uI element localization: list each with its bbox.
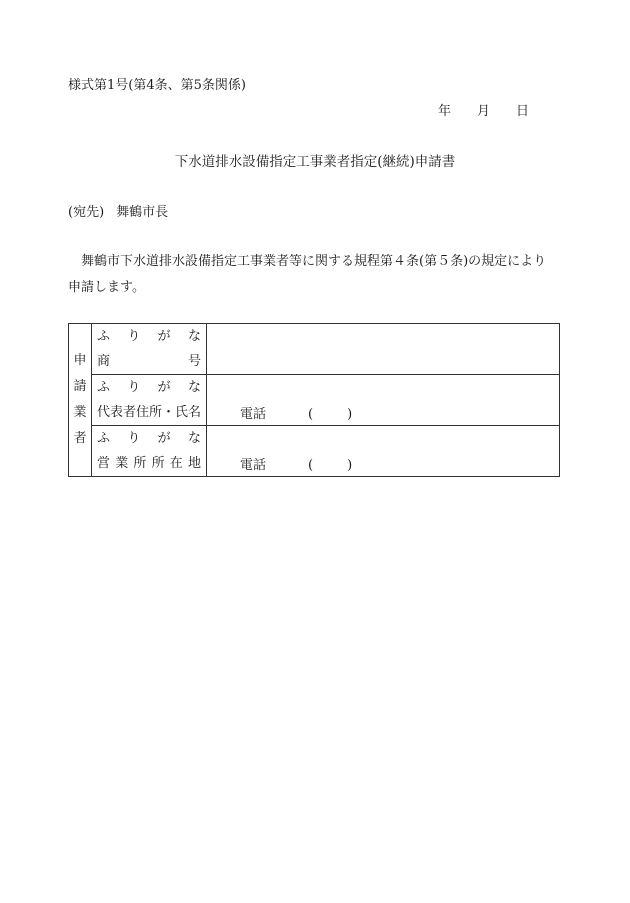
- furigana-char: ふ: [97, 380, 111, 395]
- recipient: [68, 201, 168, 220]
- recipient-label: (宛先): [68, 205, 105, 220]
- applicant-table: [68, 323, 560, 477]
- applicant-side-label: [69, 324, 92, 477]
- furigana-char: な: [187, 380, 201, 395]
- label-char: 商: [97, 354, 111, 369]
- table-row: [69, 375, 560, 426]
- paren-open: (: [308, 458, 314, 473]
- body-text: [68, 249, 568, 301]
- trade-name-label-cell: [92, 324, 207, 375]
- paren-close: ): [347, 407, 353, 422]
- furigana-char: が: [157, 431, 171, 446]
- label-char: 号: [187, 354, 201, 369]
- office-location-field[interactable]: [207, 426, 560, 477]
- paren-close: ): [347, 458, 353, 473]
- furigana-label: [92, 324, 206, 349]
- date-month: 月: [477, 104, 491, 119]
- side-label-char: 者: [73, 431, 87, 446]
- table-row: [69, 324, 560, 375]
- recipient-name: 舞鶴市長: [116, 205, 169, 220]
- office-location-label: 営業所所在地: [97, 456, 201, 471]
- furigana-char: り: [127, 329, 141, 344]
- furigana-char: が: [157, 380, 171, 395]
- date-day: 日: [516, 104, 530, 119]
- paren-open: (: [308, 407, 314, 422]
- phone-label: 電話: [240, 407, 267, 422]
- side-label-char: 業: [73, 405, 87, 420]
- furigana-char: な: [187, 329, 201, 344]
- side-label-char: 申: [73, 353, 87, 368]
- document-title: 下水道排水設備指定工事業者指定(継続)申請書: [174, 154, 456, 170]
- representative-phone: [240, 403, 352, 422]
- office-label-cell: [92, 426, 207, 477]
- furigana-label: [92, 375, 206, 400]
- representative-label-cell: [92, 375, 207, 426]
- date-line: [438, 100, 529, 119]
- form-number: 様式第1号(第4条、第5条関係): [68, 78, 246, 93]
- side-label-char: 請: [73, 379, 87, 394]
- body-line-1: 舞鶴市下水道排水設備指定工事業者等に関する規程第４条(第５条)の規定により: [81, 254, 547, 269]
- phone-label: 電話: [240, 458, 267, 473]
- furigana-char: が: [157, 329, 171, 344]
- trade-name-field[interactable]: [207, 324, 560, 375]
- body-line-2: 申請します。: [68, 280, 145, 295]
- furigana-char: り: [127, 431, 141, 446]
- trade-name-label: [92, 349, 206, 374]
- furigana-char: な: [187, 431, 201, 446]
- furigana-char: ふ: [97, 329, 111, 344]
- table-row: [69, 426, 560, 477]
- date-year: 年: [438, 104, 452, 119]
- furigana-label: [92, 426, 206, 451]
- office-phone: [240, 454, 352, 473]
- representative-label: 代表者住所・氏名: [97, 405, 202, 420]
- furigana-char: ふ: [97, 431, 111, 446]
- representative-field[interactable]: [207, 375, 560, 426]
- furigana-char: り: [127, 380, 141, 395]
